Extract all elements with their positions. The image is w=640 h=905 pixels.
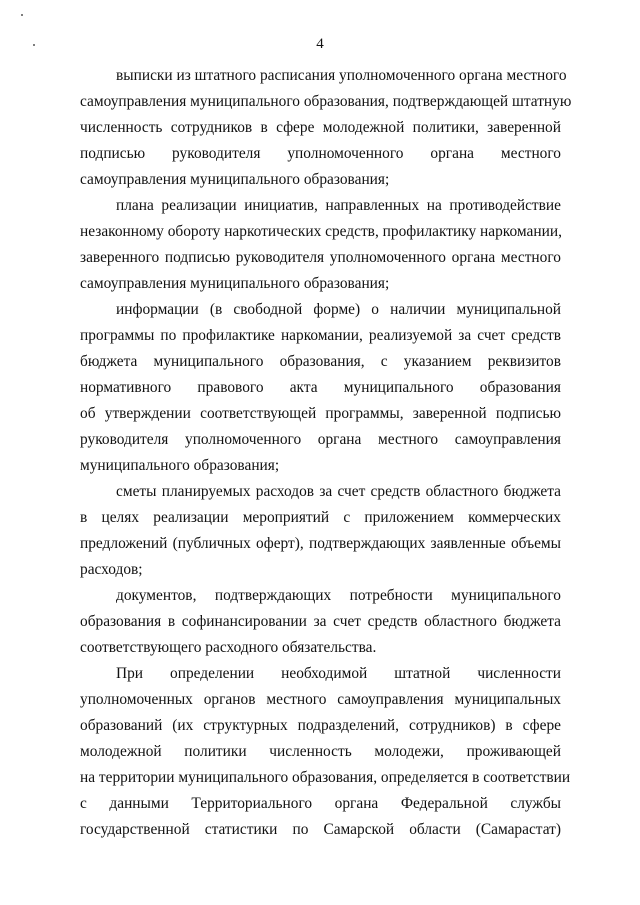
text-line: выписки из штатного расписания уполномоченного органа местного bbox=[116, 67, 567, 84]
text-line: образования в софинансировании за счет средств областного бюджета bbox=[80, 613, 561, 630]
text-line: программы по профилактике наркомании, реализуемой за счет средств bbox=[80, 327, 561, 344]
text-line: молодежной политики численность молодежи, проживающей bbox=[80, 743, 561, 760]
text-line: информации (в свободной форме) о наличии муниципальной bbox=[116, 301, 561, 318]
text-line: расходов; bbox=[80, 561, 143, 578]
text-line: При определении необходимой штатной численности bbox=[116, 665, 561, 682]
text-line: плана реализации инициатив, направленных на противодействие bbox=[116, 197, 561, 214]
text-line: государственной статистики по Самарской области (Самарастат) bbox=[80, 821, 561, 838]
text-line: нормативного правового акта муниципального образования bbox=[80, 379, 561, 396]
text-line: незаконному обороту наркотических средств, профилактику наркомании, bbox=[80, 223, 562, 240]
text-line: самоуправления муниципального образования, подтверждающей штатную bbox=[80, 93, 572, 110]
text-line: бюджета муниципального образования, с указанием реквизитов bbox=[80, 353, 561, 370]
text-line: предложений (публичных оферт), подтверждающих заявленные объемы bbox=[80, 535, 561, 552]
scan-speck bbox=[21, 14, 23, 16]
text-line: заверенного подписью руководителя уполномоченного органа местного bbox=[80, 249, 561, 266]
text-line: муниципального образования; bbox=[80, 457, 280, 474]
text-line: самоуправления муниципального образования; bbox=[80, 171, 390, 188]
text-line: документов, подтверждающих потребности муниципального bbox=[116, 587, 561, 604]
text-line: на территории муниципального образования, определяется в соответствии bbox=[80, 769, 571, 786]
text-line: соответствующего расходного обязательства. bbox=[80, 639, 377, 656]
text-line: подписью руководителя уполномоченного органа местного bbox=[80, 145, 561, 162]
text-line: самоуправления муниципального образования; bbox=[80, 275, 390, 292]
text-line: с данными Территориального органа Федеральной службы bbox=[80, 795, 561, 812]
text-line: образований (их структурных подразделений, сотрудников) в сфере bbox=[80, 717, 561, 734]
text-line: сметы планируемых расходов за счет средств областного бюджета bbox=[116, 483, 561, 500]
text-line: руководителя уполномоченного органа местного самоуправления bbox=[80, 431, 561, 448]
text-line: об утверждении соответствующей программы, заверенной подписью bbox=[80, 405, 561, 422]
text-line: в целях реализации мероприятий с приложением коммерческих bbox=[80, 509, 561, 526]
text-line: численность сотрудников в сфере молодежной политики, заверенной bbox=[80, 119, 561, 136]
page-number: 4 bbox=[316, 36, 324, 52]
text-line: уполномоченных органов местного самоуправления муниципальных bbox=[80, 691, 561, 708]
